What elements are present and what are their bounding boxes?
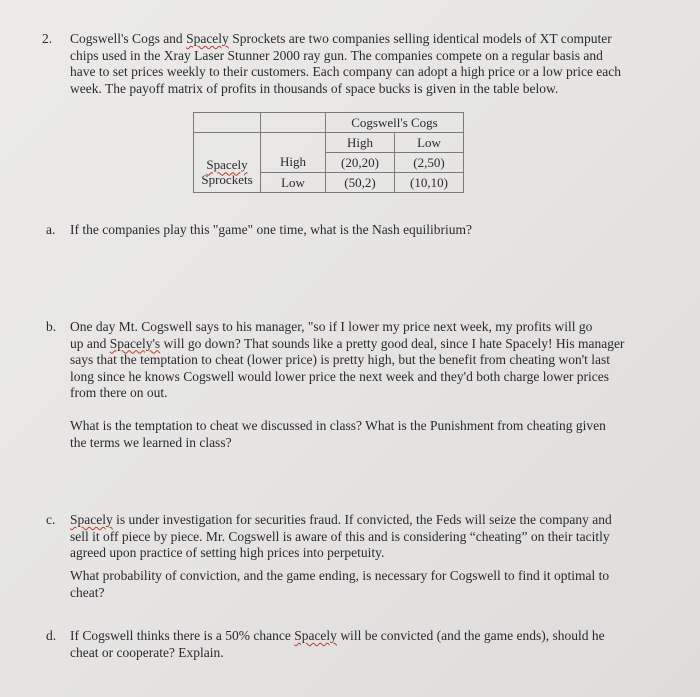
table-corner-cell	[194, 113, 261, 133]
text-line	[70, 31, 621, 48]
text-segment: from there on out.	[70, 385, 168, 400]
text-segment: is under investigation for securities fraud. If convicted, the Feds will seize the company and	[112, 512, 612, 527]
text-segment: One day Mt. Cogswell says to his manager, "so if I lower my price next week, my profits will go	[70, 319, 593, 334]
spellcheck-underlined-word: Spacely	[294, 628, 337, 643]
row-low-header: Low	[261, 173, 326, 193]
payoff-cell-low-low: (10,10)	[395, 173, 464, 193]
payoff-cell-low-high: (50,2)	[326, 173, 395, 193]
part-c-label: c.	[46, 512, 56, 527]
text-line	[70, 545, 612, 562]
text-segment: up and	[70, 335, 110, 351]
text-line	[70, 645, 605, 662]
text-line	[70, 585, 609, 602]
payoff-cell-high-high: (20,20)	[326, 153, 395, 173]
text-line	[70, 48, 621, 65]
row-player-name-line1: Spacely	[206, 157, 248, 173]
text-line	[70, 418, 606, 435]
part-d-label: d.	[46, 628, 57, 643]
part-a-text	[70, 222, 472, 239]
text-segment: Cogswell's Cogs and	[70, 31, 187, 46]
text-segment: If the companies play this "game" one time, what is the Nash equilibrium?	[70, 222, 473, 237]
part-d-text	[70, 628, 605, 661]
text-segment: cheat or cooperate? Explain.	[70, 644, 224, 660]
text-line	[70, 336, 624, 353]
part-b-question	[70, 418, 606, 451]
spellcheck-underlined-word: Spacely	[186, 31, 229, 46]
table-corner-cell	[194, 133, 261, 153]
text-line	[70, 81, 621, 98]
text-line	[70, 64, 621, 81]
question-number: 2.	[42, 31, 53, 46]
row-player-name-line2: Sprockets	[201, 172, 253, 188]
text-line	[70, 435, 606, 452]
column-high-header: High	[326, 133, 395, 153]
part-c-text	[70, 512, 612, 562]
text-segment: If Cogswell thinks there is a 50% chance	[70, 628, 295, 643]
text-line	[70, 529, 612, 546]
text-segment: have to set prices weekly to their customers. Each company can adopt a high price or a low price each	[70, 64, 622, 79]
part-a-label: a.	[46, 222, 56, 237]
text-segment: chips used in the Xray Laser Stunner 2000 ray gun. The companies compete on a regular basis and	[70, 47, 603, 63]
part-c-question	[70, 568, 609, 601]
spellcheck-underlined-word: Spacely's	[109, 335, 161, 351]
text-segment: cheat?	[70, 584, 105, 600]
table-corner-cell	[261, 113, 326, 133]
text-segment: agreed upon practice of setting high prices into perpetuity.	[70, 545, 385, 560]
payoff-cell-high-low: (2,50)	[395, 153, 464, 173]
text-line	[70, 369, 624, 386]
row-player-label	[194, 153, 261, 193]
text-segment: What is the temptation to cheat we discussed in class? What is the Punishment from cheating given	[70, 418, 606, 433]
text-line	[70, 319, 624, 336]
text-line	[70, 512, 612, 529]
text-segment: sell it off piece by piece. Mr. Cogswell is aware of this and is considering “cheating” on their tacitly	[70, 528, 610, 544]
part-b-label: b.	[46, 319, 57, 334]
part-b-text	[70, 319, 624, 402]
table-corner-cell	[261, 133, 326, 153]
text-segment: long since he knows Cogswell would lower price the next week and they'd both charge lower prices	[70, 368, 610, 384]
question-intro	[70, 31, 621, 97]
payoff-matrix-table	[193, 112, 464, 193]
text-segment: says that the temptation to cheat (lower price) is pretty high, but the benefit from cheating won't last	[70, 352, 611, 367]
text-line	[70, 628, 605, 645]
text-segment: will be convicted (and the game ends), should he	[336, 628, 605, 643]
text-line	[70, 385, 624, 402]
text-segment: will go down? That sounds like a pretty good deal, since I hate Spacely! His manager	[160, 335, 625, 351]
text-line	[70, 352, 624, 369]
column-low-header: Low	[395, 133, 464, 153]
column-player-label: Cogswell's Cogs	[326, 113, 464, 133]
text-segment: Sprockets are two companies selling identical models of XT computer	[228, 31, 612, 46]
text-segment: the terms we learned in class?	[70, 434, 232, 450]
text-line	[70, 222, 472, 239]
spellcheck-underlined-word: Spacely	[70, 512, 113, 527]
text-segment: week. The payoff matrix of profits in thousands of space bucks is given in the table below.	[70, 80, 559, 96]
text-line	[70, 568, 609, 585]
text-segment: What probability of conviction, and the game ending, is necessary for Cogswell to find it optimal to	[70, 568, 610, 583]
row-high-header: High	[261, 153, 326, 173]
